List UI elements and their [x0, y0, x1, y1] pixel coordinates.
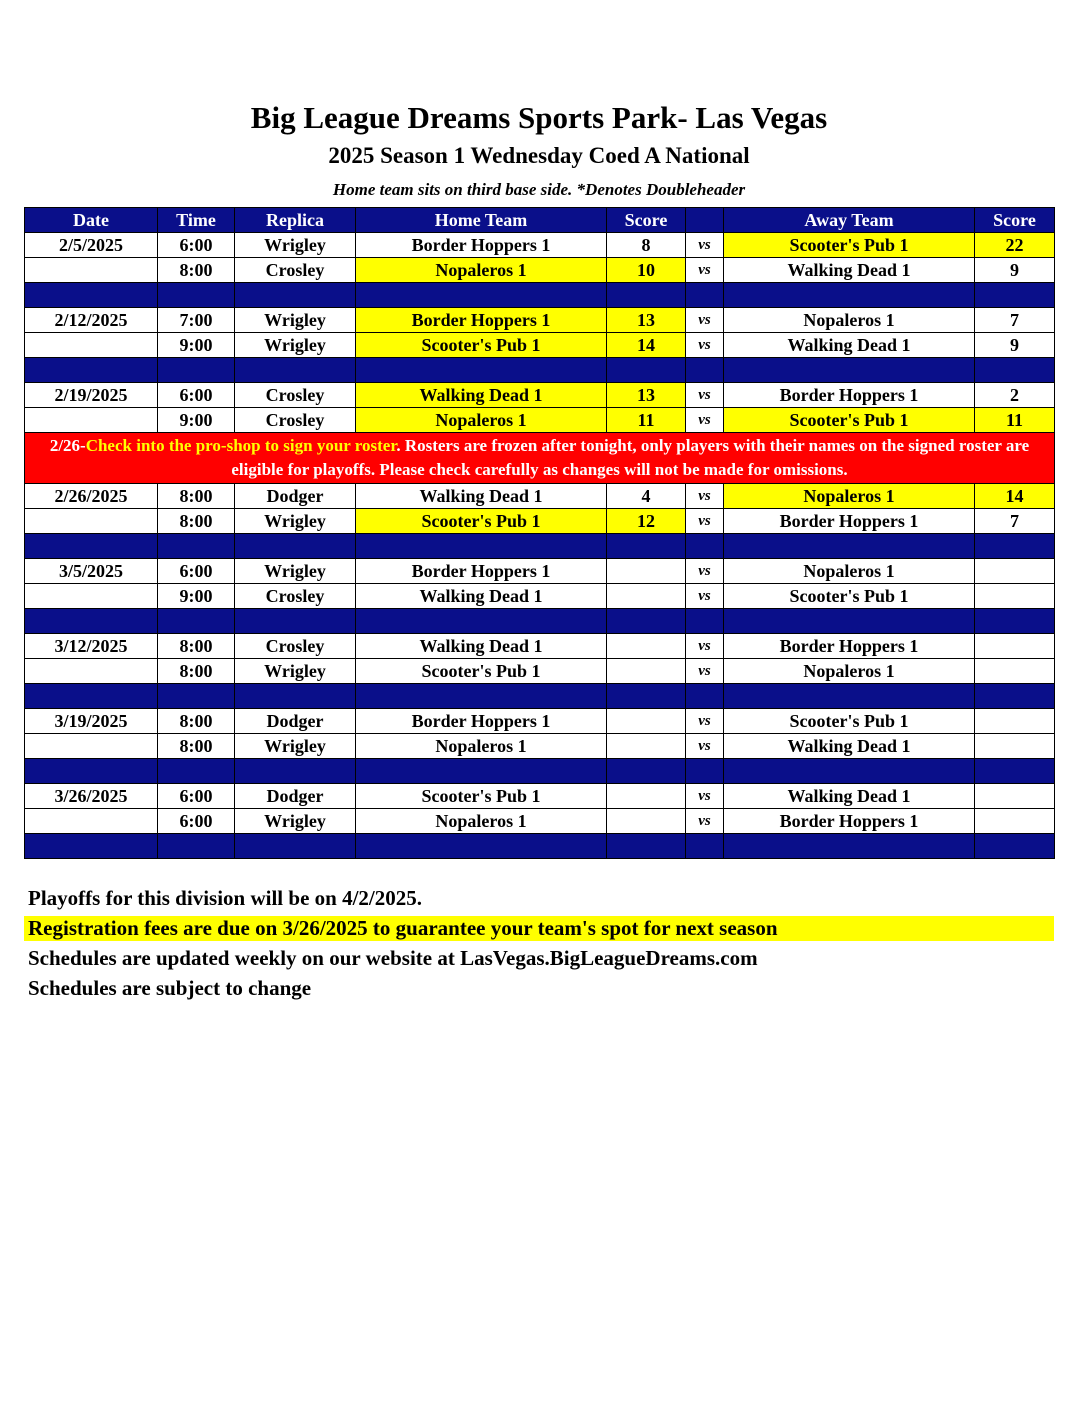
game-date	[25, 734, 158, 759]
game-time: 8:00	[158, 484, 235, 509]
away-team: Nopaleros 1	[724, 559, 975, 584]
vs-label: vs	[686, 584, 724, 609]
game-date: 3/12/2025	[25, 634, 158, 659]
separator-cell	[686, 684, 724, 709]
separator-cell	[356, 609, 607, 634]
separator-cell	[607, 684, 686, 709]
separator-cell	[25, 534, 158, 559]
separator-cell	[607, 283, 686, 308]
home-score: 8	[607, 233, 686, 258]
vs-label: vs	[686, 509, 724, 534]
separator-cell	[25, 834, 158, 859]
vs-label: vs	[686, 333, 724, 358]
separator-row	[25, 684, 1055, 709]
separator-row	[25, 609, 1055, 634]
page-title: Big League Dreams Sports Park- Las Vegas	[250, 100, 828, 135]
separator-cell	[686, 283, 724, 308]
home-score: 10	[607, 258, 686, 283]
separator-cell	[356, 759, 607, 784]
game-date	[25, 408, 158, 433]
disclaimer-note: Schedules are subject to change	[28, 976, 312, 1000]
separator-cell	[686, 534, 724, 559]
home-score	[607, 634, 686, 659]
game-time: 8:00	[158, 258, 235, 283]
vs-label: vs	[686, 784, 724, 809]
separator-cell	[686, 358, 724, 383]
separator-cell	[975, 759, 1055, 784]
away-team: Border Hoppers 1	[724, 383, 975, 408]
away-score	[975, 559, 1055, 584]
separator-cell	[975, 283, 1055, 308]
separator-cell	[686, 759, 724, 784]
separator-cell	[25, 358, 158, 383]
separator-cell	[975, 358, 1055, 383]
col-header-home-score: Score	[607, 208, 686, 233]
field-replica: Wrigley	[235, 233, 356, 258]
away-score: 9	[975, 333, 1055, 358]
game-row	[25, 509, 1055, 534]
away-team: Scooter's Pub 1	[724, 233, 975, 258]
game-row	[25, 709, 1055, 734]
separator-cell	[235, 684, 356, 709]
vs-label: vs	[686, 233, 724, 258]
game-time: 8:00	[158, 634, 235, 659]
alert-prefix: 2/26-	[49, 436, 86, 455]
home-score: 4	[607, 484, 686, 509]
game-date: 2/19/2025	[25, 383, 158, 408]
home-score	[607, 659, 686, 684]
vs-label: vs	[686, 709, 724, 734]
vs-label: vs	[686, 734, 724, 759]
game-time: 6:00	[158, 383, 235, 408]
separator-cell	[235, 834, 356, 859]
home-team: Scooter's Pub 1	[356, 509, 607, 534]
game-time: 8:00	[158, 734, 235, 759]
game-row	[25, 634, 1055, 659]
separator-row	[25, 834, 1055, 859]
game-date	[25, 809, 158, 834]
home-team: Scooter's Pub 1	[356, 333, 607, 358]
home-team: Border Hoppers 1	[356, 559, 607, 584]
separator-cell	[686, 834, 724, 859]
away-score	[975, 809, 1055, 834]
separator-cell	[975, 834, 1055, 859]
away-score: 2	[975, 383, 1055, 408]
home-team: Walking Dead 1	[356, 383, 607, 408]
game-date	[25, 333, 158, 358]
separator-cell	[158, 358, 235, 383]
separator-cell	[235, 534, 356, 559]
field-replica: Wrigley	[235, 809, 356, 834]
game-date	[25, 659, 158, 684]
field-replica: Crosley	[235, 258, 356, 283]
game-date: 2/26/2025	[25, 484, 158, 509]
home-team: Walking Dead 1	[356, 584, 607, 609]
playoffs-note: Playoffs for this division will be on 4/2/2025.	[28, 886, 422, 910]
vs-label: vs	[686, 809, 724, 834]
away-team: Nopaleros 1	[724, 308, 975, 333]
game-row	[25, 333, 1055, 358]
separator-cell	[235, 358, 356, 383]
home-team: Scooter's Pub 1	[356, 659, 607, 684]
game-row	[25, 408, 1055, 433]
game-row	[25, 308, 1055, 333]
separator-cell	[975, 609, 1055, 634]
col-header-vs	[686, 208, 724, 233]
away-team: Walking Dead 1	[724, 784, 975, 809]
vs-label: vs	[686, 659, 724, 684]
vs-label: vs	[686, 484, 724, 509]
separator-cell	[724, 358, 975, 383]
separator-row	[25, 358, 1055, 383]
separator-cell	[158, 283, 235, 308]
col-header-away-team: Away Team	[724, 208, 975, 233]
home-score	[607, 734, 686, 759]
away-team: Nopaleros 1	[724, 659, 975, 684]
col-header-date: Date	[25, 208, 158, 233]
away-team: Border Hoppers 1	[724, 509, 975, 534]
away-score	[975, 659, 1055, 684]
separator-cell	[25, 684, 158, 709]
home-score	[607, 709, 686, 734]
vs-label: vs	[686, 308, 724, 333]
away-score: 14	[975, 484, 1055, 509]
game-time: 6:00	[158, 559, 235, 584]
game-date: 2/5/2025	[25, 233, 158, 258]
game-row	[25, 659, 1055, 684]
away-score	[975, 734, 1055, 759]
table-header-row	[25, 208, 1055, 233]
separator-cell	[25, 609, 158, 634]
home-team: Scooter's Pub 1	[356, 784, 607, 809]
roster-alert	[25, 433, 1055, 484]
separator-row	[25, 759, 1055, 784]
separator-cell	[607, 609, 686, 634]
game-row	[25, 233, 1055, 258]
field-replica: Dodger	[235, 484, 356, 509]
field-replica: Crosley	[235, 584, 356, 609]
field-replica: Crosley	[235, 634, 356, 659]
separator-cell	[158, 759, 235, 784]
home-team: Walking Dead 1	[356, 634, 607, 659]
separator-cell	[724, 534, 975, 559]
separator-cell	[158, 534, 235, 559]
col-header-away-score: Score	[975, 208, 1055, 233]
home-score: 13	[607, 308, 686, 333]
separator-cell	[724, 283, 975, 308]
separator-cell	[158, 834, 235, 859]
col-header-home-team: Home Team	[356, 208, 607, 233]
separator-row	[25, 534, 1055, 559]
field-replica: Dodger	[235, 784, 356, 809]
home-score: 14	[607, 333, 686, 358]
field-replica: Wrigley	[235, 734, 356, 759]
away-score	[975, 634, 1055, 659]
separator-cell	[356, 358, 607, 383]
away-team: Border Hoppers 1	[724, 634, 975, 659]
game-time: 9:00	[158, 333, 235, 358]
field-replica: Crosley	[235, 408, 356, 433]
separator-cell	[975, 534, 1055, 559]
home-team: Nopaleros 1	[356, 809, 607, 834]
game-time: 8:00	[158, 659, 235, 684]
game-time: 6:00	[158, 784, 235, 809]
game-row	[25, 383, 1055, 408]
away-team: Scooter's Pub 1	[724, 408, 975, 433]
separator-cell	[975, 684, 1055, 709]
game-row	[25, 258, 1055, 283]
schedule-body	[25, 208, 1055, 859]
separator-cell	[607, 534, 686, 559]
game-row	[25, 809, 1055, 834]
vs-label: vs	[686, 559, 724, 584]
col-header-replica: Replica	[235, 208, 356, 233]
field-replica: Wrigley	[235, 308, 356, 333]
game-row	[25, 784, 1055, 809]
game-time: 8:00	[158, 709, 235, 734]
registration-note: Registration fees are due on 3/26/2025 to guarantee your team's spot for next season	[24, 916, 1054, 941]
separator-cell	[158, 609, 235, 634]
away-score: 7	[975, 509, 1055, 534]
separator-cell	[607, 834, 686, 859]
game-row	[25, 484, 1055, 509]
field-replica: Crosley	[235, 383, 356, 408]
field-replica: Wrigley	[235, 659, 356, 684]
away-team: Scooter's Pub 1	[724, 584, 975, 609]
separator-cell	[724, 609, 975, 634]
game-row	[25, 734, 1055, 759]
game-time: 8:00	[158, 509, 235, 534]
game-date	[25, 258, 158, 283]
home-team: Border Hoppers 1	[356, 233, 607, 258]
home-team: Nopaleros 1	[356, 408, 607, 433]
home-team: Nopaleros 1	[356, 734, 607, 759]
field-replica: Dodger	[235, 709, 356, 734]
away-team: Walking Dead 1	[724, 734, 975, 759]
home-score: 12	[607, 509, 686, 534]
field-replica: Wrigley	[235, 509, 356, 534]
col-header-time: Time	[158, 208, 235, 233]
away-score	[975, 709, 1055, 734]
away-score: 22	[975, 233, 1055, 258]
away-score: 9	[975, 258, 1055, 283]
game-date: 2/12/2025	[25, 308, 158, 333]
home-team: Border Hoppers 1	[356, 709, 607, 734]
away-team: Walking Dead 1	[724, 333, 975, 358]
game-time: 9:00	[158, 408, 235, 433]
game-row	[25, 559, 1055, 584]
separator-cell	[158, 684, 235, 709]
game-time: 6:00	[158, 233, 235, 258]
home-score	[607, 784, 686, 809]
separator-cell	[356, 283, 607, 308]
home-score: 13	[607, 383, 686, 408]
separator-cell	[235, 759, 356, 784]
away-team: Border Hoppers 1	[724, 809, 975, 834]
separator-cell	[25, 283, 158, 308]
game-time: 7:00	[158, 308, 235, 333]
game-date: 3/19/2025	[25, 709, 158, 734]
home-team: Border Hoppers 1	[356, 308, 607, 333]
home-team: Nopaleros 1	[356, 258, 607, 283]
game-date: 3/5/2025	[25, 559, 158, 584]
schedule-table	[24, 207, 1055, 859]
separator-cell	[356, 834, 607, 859]
alert-text: . Rosters are frozen after tonight, only players with their names on the signed roster are eligible for playoffs. Please check carefully as changes will not be made for omissions.	[231, 436, 1030, 479]
home-score: 11	[607, 408, 686, 433]
separator-cell	[235, 283, 356, 308]
separator-cell	[724, 834, 975, 859]
game-time: 9:00	[158, 584, 235, 609]
separator-cell	[235, 609, 356, 634]
separator-cell	[686, 609, 724, 634]
roster-alert-row	[25, 433, 1055, 484]
separator-cell	[607, 358, 686, 383]
away-score	[975, 584, 1055, 609]
separator-row	[25, 283, 1055, 308]
home-score	[607, 559, 686, 584]
vs-label: vs	[686, 258, 724, 283]
separator-cell	[25, 759, 158, 784]
home-score	[607, 584, 686, 609]
separator-cell	[724, 759, 975, 784]
away-score	[975, 784, 1055, 809]
separator-cell	[607, 759, 686, 784]
field-replica: Wrigley	[235, 333, 356, 358]
home-score	[607, 809, 686, 834]
separator-cell	[724, 684, 975, 709]
away-team: Walking Dead 1	[724, 258, 975, 283]
home-team-note: Home team sits on third base side. *Denotes Doubleheader	[332, 180, 746, 199]
website-note: Schedules are updated weekly on our website at LasVegas.BigLeagueDreams.com	[28, 946, 758, 970]
alert-highlight: Check into the pro-shop to sign your roster	[85, 436, 397, 455]
separator-cell	[356, 684, 607, 709]
page-subtitle: 2025 Season 1 Wednesday Coed A National	[328, 143, 750, 168]
away-team: Scooter's Pub 1	[724, 709, 975, 734]
game-date: 3/26/2025	[25, 784, 158, 809]
vs-label: vs	[686, 634, 724, 659]
vs-label: vs	[686, 408, 724, 433]
away-score: 11	[975, 408, 1055, 433]
game-row	[25, 584, 1055, 609]
separator-cell	[356, 534, 607, 559]
game-date	[25, 509, 158, 534]
away-team: Nopaleros 1	[724, 484, 975, 509]
game-date	[25, 584, 158, 609]
away-score: 7	[975, 308, 1055, 333]
home-team: Walking Dead 1	[356, 484, 607, 509]
field-replica: Wrigley	[235, 559, 356, 584]
vs-label: vs	[686, 383, 724, 408]
game-time: 6:00	[158, 809, 235, 834]
